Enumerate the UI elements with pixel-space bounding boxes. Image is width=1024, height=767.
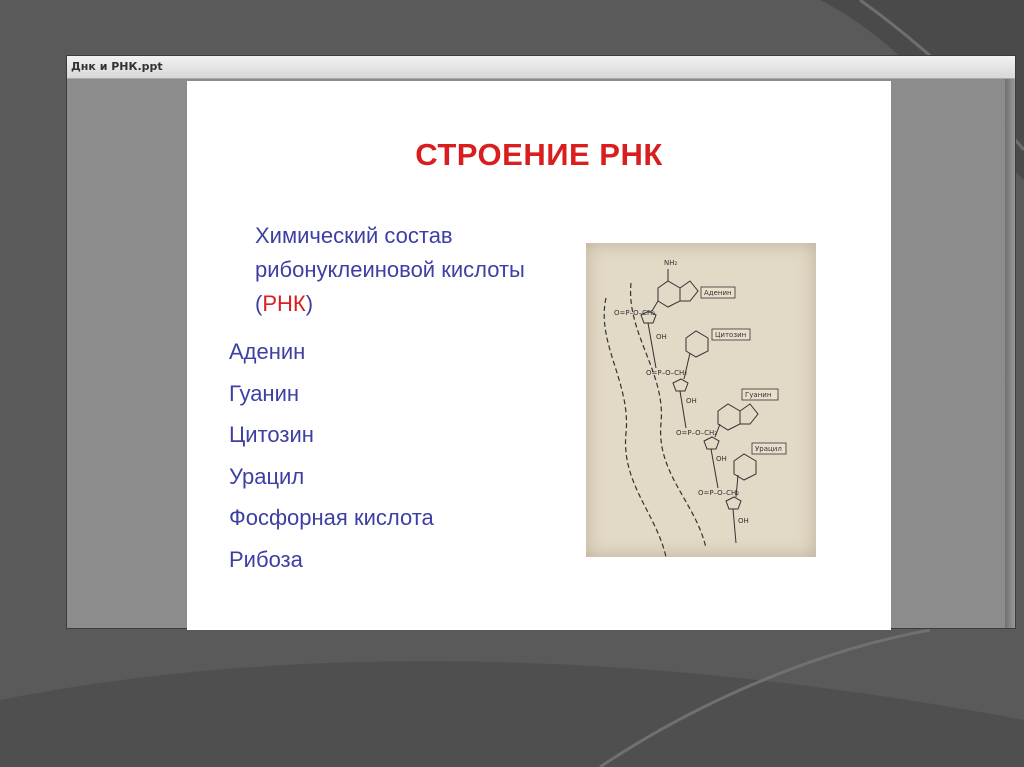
- svg-text:O=P–O–CH₂: O=P–O–CH₂: [646, 369, 688, 377]
- intro-text: [255, 219, 565, 321]
- intro-text-before: Химический состав рибонуклеиновой кислоты (: [255, 223, 525, 316]
- presentation-window: [66, 55, 1016, 629]
- list-item: Цитозин: [229, 422, 314, 447]
- slide: [187, 81, 891, 630]
- svg-text:NH₂: NH₂: [664, 259, 678, 267]
- window-titlebar[interactable]: [67, 56, 1015, 79]
- component-list: [229, 331, 434, 580]
- list-item: Фосфорная кислота: [229, 505, 434, 530]
- scrollbar[interactable]: [1005, 79, 1015, 628]
- rna-structure-image: [586, 243, 816, 557]
- list-item: Рибоза: [229, 546, 303, 572]
- intro-highlight: РНК: [262, 291, 306, 316]
- slide-viewport[interactable]: [67, 79, 1015, 628]
- label-uracil: Урацил: [755, 445, 782, 453]
- slide-title: СТРОЕНИЕ РНК: [415, 137, 663, 172]
- svg-text:OH: OH: [656, 333, 667, 341]
- svg-text:OH: OH: [716, 455, 727, 463]
- list-item: Аденин: [229, 339, 306, 364]
- svg-text:O=P–O–CH₂: O=P–O–CH₂: [698, 489, 740, 497]
- window-title: Днк и РНК.ppt: [71, 60, 163, 73]
- svg-text:O=P–O–CH₂: O=P–O–CH₂: [614, 309, 656, 317]
- label-adenine: Аденин: [704, 289, 732, 297]
- list-item: Урацил: [229, 463, 305, 489]
- svg-text:OH: OH: [738, 517, 749, 525]
- intro-text-after: ): [305, 291, 314, 316]
- list-item: Гуанин: [229, 380, 300, 406]
- label-cytosine: Цитозин: [715, 331, 747, 339]
- svg-text:O=P–O–CH₂: O=P–O–CH₂: [676, 429, 718, 437]
- rna-structure-diagram: [586, 243, 816, 557]
- label-guanine: Гуанин: [745, 391, 772, 399]
- svg-text:OH: OH: [686, 397, 697, 405]
